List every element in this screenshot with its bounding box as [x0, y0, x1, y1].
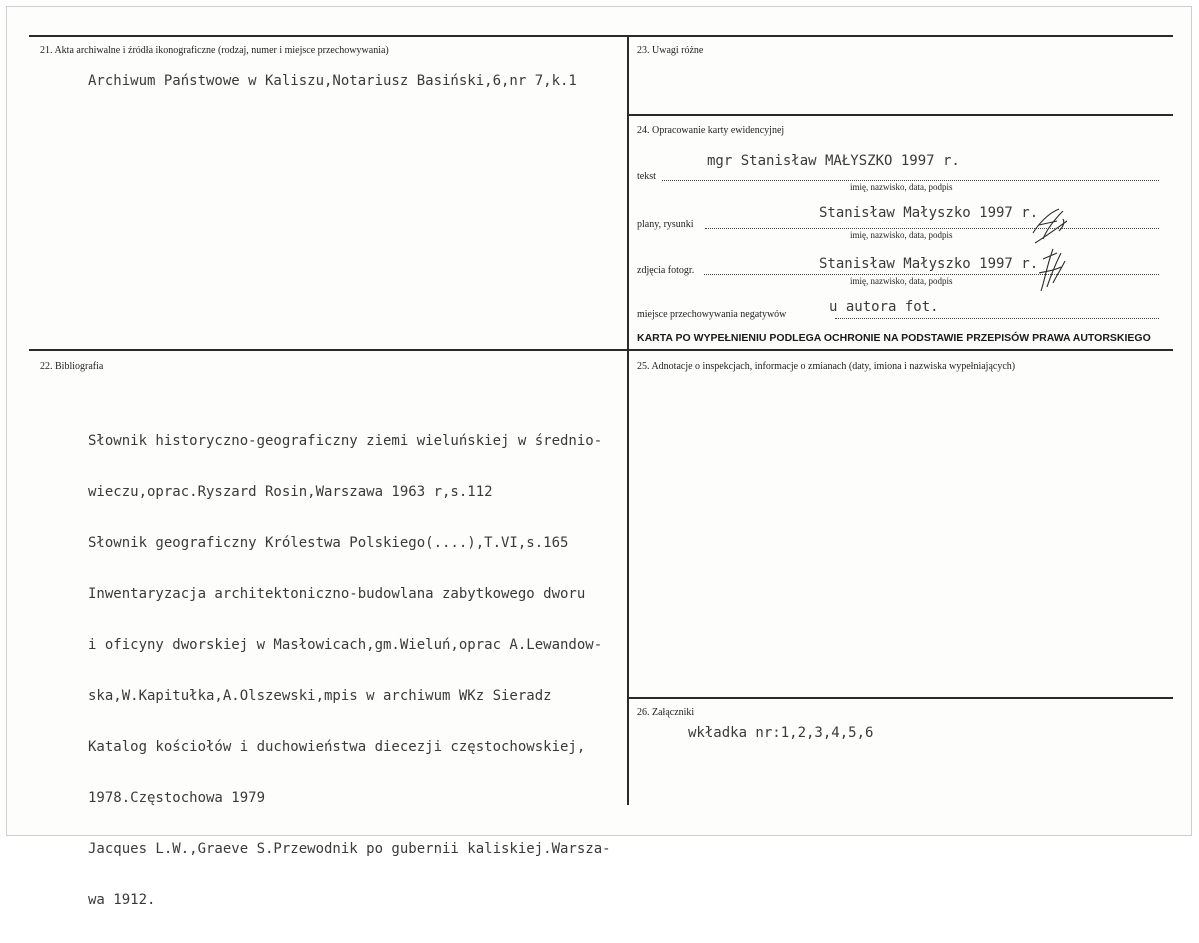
bibliography-line: i oficyny dworskiej w Masłowicach,gm.Wieluń,oprac A.Lewandow- — [88, 637, 603, 653]
section-23-label: 23. Uwagi różne — [637, 45, 704, 56]
zdjecia-dotted-line — [704, 274, 1159, 275]
section-21-archive-value: Archiwum Państwowe w Kaliszu,Notariusz Basiński,6,nr 7,k.1 — [88, 73, 577, 89]
negatywy-dotted-line — [835, 318, 1159, 319]
section-25-label: 25. Adnotacje o inspekcjach, informacje o zmianach (daty, imiona i nazwiska wypełniających) — [637, 361, 1016, 372]
section-24-label: 24. Opracowanie karty ewidencyjnej — [637, 125, 785, 136]
zdjecia-label: zdjęcia fotogr. — [637, 265, 695, 276]
bibliography-line: Słownik geograficzny Królestwa Polskiego(....),T.VI,s.165 — [88, 535, 569, 551]
section-26-label: 26. Załączniki — [637, 707, 695, 718]
bibliography-line: Inwentaryzacja architektoniczno-budowlana zabytkowego dworu — [88, 586, 586, 602]
bibliography-line: wieczu,oprac.Ryszard Rosin,Warszawa 1963 r,s.112 — [88, 484, 493, 500]
bibliography-line: 1978.Częstochowa 1979 — [88, 790, 266, 806]
plany-value: Stanisław Małyszko 1997 r. — [819, 205, 1039, 221]
zdjecia-value: Stanisław Małyszko 1997 r. — [819, 256, 1039, 272]
tekst-value: mgr Stanisław MAŁYSZKO 1997 r. — [707, 153, 960, 169]
plany-dotted-line — [705, 228, 1159, 229]
tekst-caption: imię, nazwisko, data, podpis — [850, 182, 953, 192]
attachments-value: wkładka nr:1,2,3,4,5,6 — [688, 725, 874, 741]
negatywy-label: miejsce przechowywania negatywów — [637, 309, 787, 320]
zdjecia-caption: imię, nazwisko, data, podpis — [850, 276, 953, 286]
negatywy-value: u autora fot. — [829, 299, 939, 315]
bibliography-list — [88, 399, 611, 943]
section-21-label: 21. Akta archiwalne i źródła ikonograficzne (rodzaj, numer i miejsce przechowywania) — [40, 45, 389, 56]
top-rule — [29, 35, 1173, 37]
tekst-dotted-line — [662, 180, 1159, 181]
record-card-sheet — [6, 6, 1192, 908]
tekst-label: tekst — [637, 171, 656, 182]
rule-25-26 — [628, 697, 1173, 699]
plany-label: plany, rysunki — [637, 219, 694, 230]
bibliography-line: Słownik historyczno-geograficzny ziemi wieluńskiej w średnio- — [88, 433, 603, 449]
handwritten-signature-upper — [1029, 203, 1071, 247]
rule-23-24 — [628, 114, 1173, 116]
center-divider — [627, 35, 629, 805]
middle-rule — [29, 349, 1173, 351]
bibliography-line: ska,W.Kapitułka,A.Olszewski,mpis w archiwum WKz Sieradz — [88, 688, 552, 704]
copyright-notice: KARTA PO WYPEŁNIENIU PODLEGA OCHRONIE NA PODSTAWIE PRZEPISÓW PRAWA AUTORSKIEGO — [637, 332, 1151, 344]
handwritten-signature-lower — [1033, 243, 1071, 295]
bibliography-line: Katalog kościołów i duchowieństwa diecezji częstochowskiej, — [88, 739, 586, 755]
bibliography-line: wa 1912. — [88, 892, 156, 908]
bibliography-line: Jacques L.W.,Graeve S.Przewodnik po gubernii kaliskiej.Warsza- — [88, 841, 611, 857]
plany-caption: imię, nazwisko, data, podpis — [850, 230, 953, 240]
section-22-label: 22. Bibliografia — [40, 361, 104, 372]
